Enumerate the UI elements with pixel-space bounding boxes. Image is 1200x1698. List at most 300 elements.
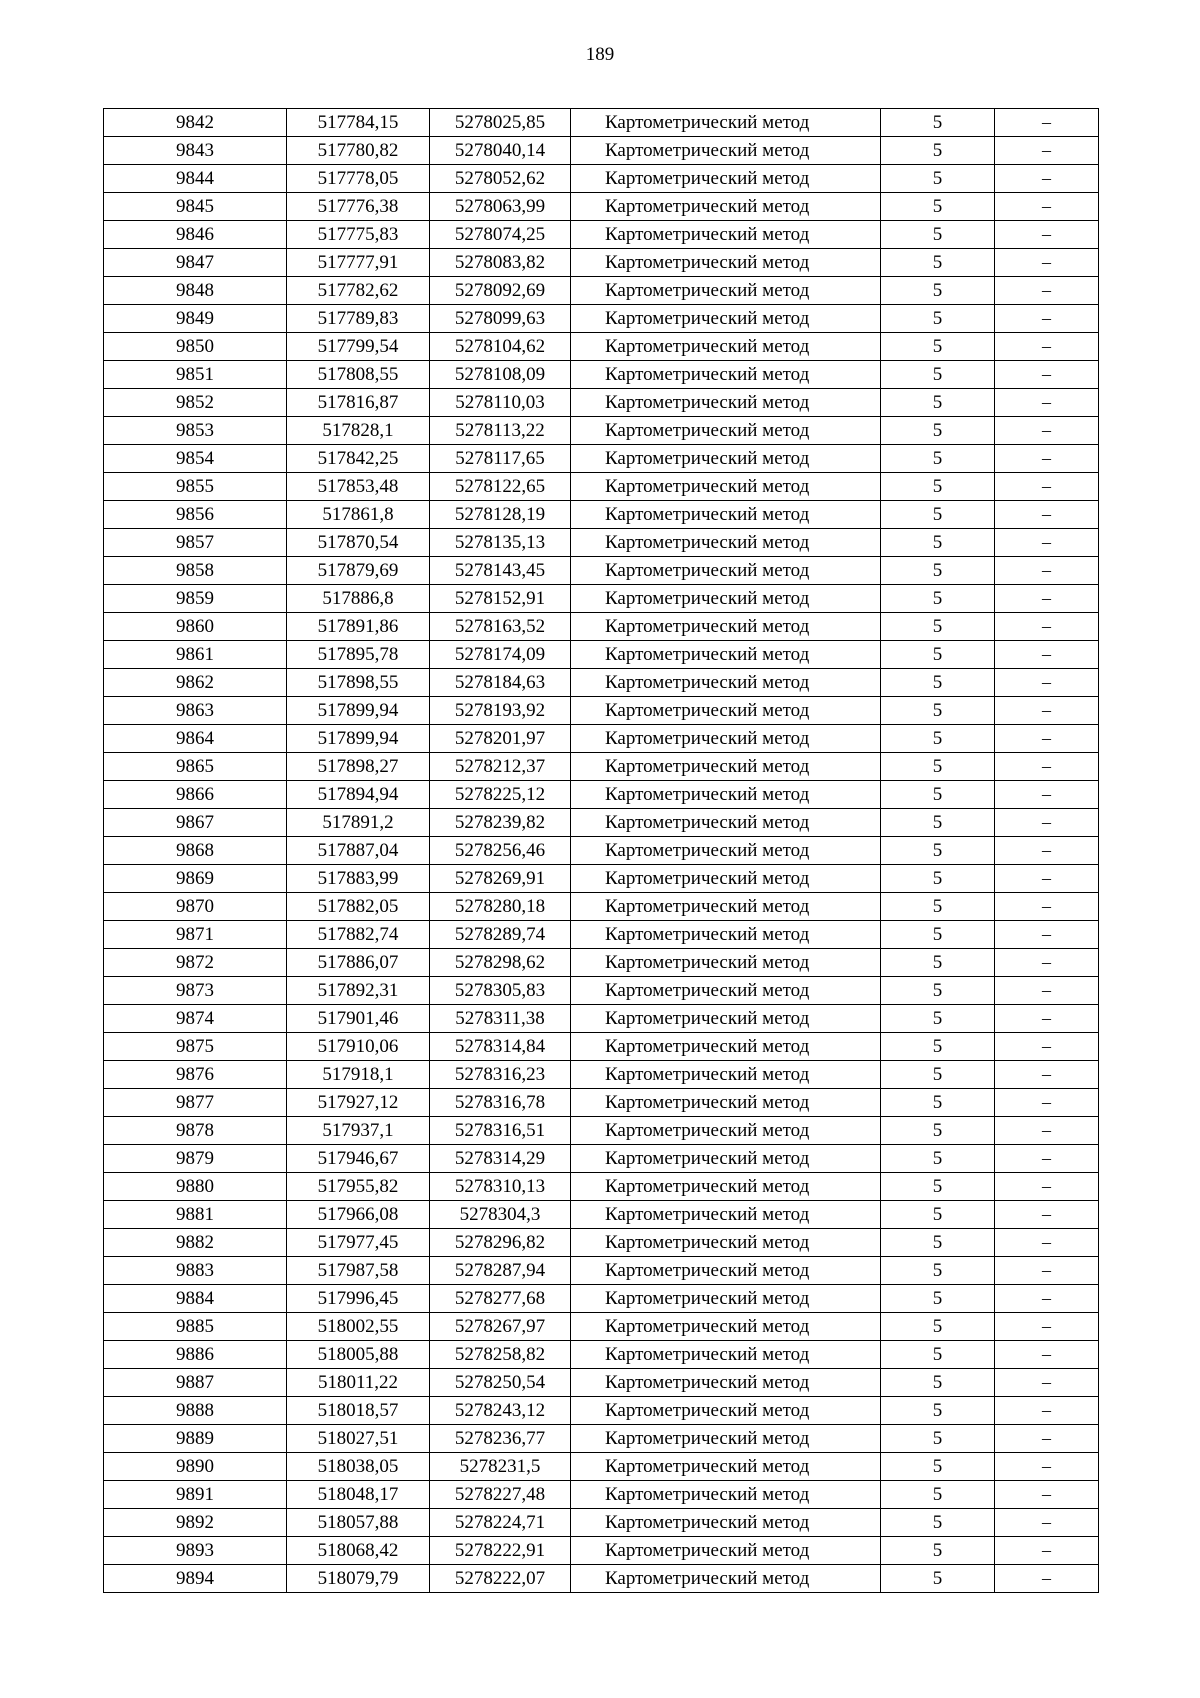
accuracy-cell: 5 xyxy=(881,585,995,613)
point-number-cell: 9855 xyxy=(104,473,287,501)
x-coordinate-cell: 517777,91 xyxy=(287,249,430,277)
y-coordinate-cell: 5278099,63 xyxy=(430,305,571,333)
point-number-cell: 9888 xyxy=(104,1397,287,1425)
y-coordinate-cell: 5278128,19 xyxy=(430,501,571,529)
coordinates-table xyxy=(103,108,1099,1593)
x-coordinate-cell: 517918,1 xyxy=(287,1061,430,1089)
point-number-cell: 9848 xyxy=(104,277,287,305)
dash-cell: – xyxy=(995,193,1099,221)
method-cell: Картометрический метод xyxy=(571,725,881,753)
accuracy-cell: 5 xyxy=(881,1201,995,1229)
accuracy-cell: 5 xyxy=(881,949,995,977)
point-number-cell: 9880 xyxy=(104,1173,287,1201)
table-row xyxy=(104,1145,1099,1173)
table-row xyxy=(104,193,1099,221)
y-coordinate-cell: 5278239,82 xyxy=(430,809,571,837)
point-number-cell: 9878 xyxy=(104,1117,287,1145)
table-row xyxy=(104,1173,1099,1201)
x-coordinate-cell: 517887,04 xyxy=(287,837,430,865)
method-cell: Картометрический метод xyxy=(571,1229,881,1257)
point-number-cell: 9844 xyxy=(104,165,287,193)
point-number-cell: 9851 xyxy=(104,361,287,389)
dash-cell: – xyxy=(995,585,1099,613)
y-coordinate-cell: 5278289,74 xyxy=(430,921,571,949)
method-cell: Картометрический метод xyxy=(571,1537,881,1565)
table-row xyxy=(104,753,1099,781)
dash-cell: – xyxy=(995,109,1099,137)
dash-cell: – xyxy=(995,361,1099,389)
point-number-cell: 9853 xyxy=(104,417,287,445)
method-cell: Картометрический метод xyxy=(571,529,881,557)
x-coordinate-cell: 517946,67 xyxy=(287,1145,430,1173)
point-number-cell: 9856 xyxy=(104,501,287,529)
y-coordinate-cell: 5278193,92 xyxy=(430,697,571,725)
dash-cell: – xyxy=(995,753,1099,781)
accuracy-cell: 5 xyxy=(881,1173,995,1201)
x-coordinate-cell: 518027,51 xyxy=(287,1425,430,1453)
method-cell: Картометрический метод xyxy=(571,305,881,333)
dash-cell: – xyxy=(995,641,1099,669)
method-cell: Картометрический метод xyxy=(571,697,881,725)
accuracy-cell: 5 xyxy=(881,1509,995,1537)
x-coordinate-cell: 517901,46 xyxy=(287,1005,430,1033)
table-row xyxy=(104,529,1099,557)
method-cell: Картометрический метод xyxy=(571,1369,881,1397)
x-coordinate-cell: 517955,82 xyxy=(287,1173,430,1201)
dash-cell: – xyxy=(995,501,1099,529)
dash-cell: – xyxy=(995,529,1099,557)
table-row xyxy=(104,893,1099,921)
point-number-cell: 9860 xyxy=(104,613,287,641)
x-coordinate-cell: 517861,8 xyxy=(287,501,430,529)
dash-cell: – xyxy=(995,1453,1099,1481)
y-coordinate-cell: 5278225,12 xyxy=(430,781,571,809)
x-coordinate-cell: 517870,54 xyxy=(287,529,430,557)
table-row xyxy=(104,277,1099,305)
table-row xyxy=(104,1229,1099,1257)
y-coordinate-cell: 5278222,07 xyxy=(430,1565,571,1593)
y-coordinate-cell: 5278316,51 xyxy=(430,1117,571,1145)
accuracy-cell: 5 xyxy=(881,1565,995,1593)
accuracy-cell: 5 xyxy=(881,557,995,585)
accuracy-cell: 5 xyxy=(881,445,995,473)
dash-cell: – xyxy=(995,305,1099,333)
table-row xyxy=(104,697,1099,725)
table-row xyxy=(104,221,1099,249)
y-coordinate-cell: 5278184,63 xyxy=(430,669,571,697)
method-cell: Картометрический метод xyxy=(571,361,881,389)
x-coordinate-cell: 517898,55 xyxy=(287,669,430,697)
x-coordinate-cell: 517882,05 xyxy=(287,893,430,921)
x-coordinate-cell: 517891,86 xyxy=(287,613,430,641)
point-number-cell: 9854 xyxy=(104,445,287,473)
table-row xyxy=(104,445,1099,473)
y-coordinate-cell: 5278258,82 xyxy=(430,1341,571,1369)
x-coordinate-cell: 517816,87 xyxy=(287,389,430,417)
y-coordinate-cell: 5278250,54 xyxy=(430,1369,571,1397)
accuracy-cell: 5 xyxy=(881,501,995,529)
dash-cell: – xyxy=(995,1117,1099,1145)
y-coordinate-cell: 5278092,69 xyxy=(430,277,571,305)
accuracy-cell: 5 xyxy=(881,921,995,949)
y-coordinate-cell: 5278110,03 xyxy=(430,389,571,417)
y-coordinate-cell: 5278117,65 xyxy=(430,445,571,473)
point-number-cell: 9887 xyxy=(104,1369,287,1397)
x-coordinate-cell: 517894,94 xyxy=(287,781,430,809)
point-number-cell: 9875 xyxy=(104,1033,287,1061)
method-cell: Картометрический метод xyxy=(571,221,881,249)
point-number-cell: 9847 xyxy=(104,249,287,277)
accuracy-cell: 5 xyxy=(881,473,995,501)
dash-cell: – xyxy=(995,1313,1099,1341)
table-row xyxy=(104,1285,1099,1313)
accuracy-cell: 5 xyxy=(881,753,995,781)
table-row xyxy=(104,1033,1099,1061)
method-cell: Картометрический метод xyxy=(571,473,881,501)
dash-cell: – xyxy=(995,725,1099,753)
method-cell: Картометрический метод xyxy=(571,1117,881,1145)
y-coordinate-cell: 5278104,62 xyxy=(430,333,571,361)
accuracy-cell: 5 xyxy=(881,641,995,669)
accuracy-cell: 5 xyxy=(881,837,995,865)
point-number-cell: 9876 xyxy=(104,1061,287,1089)
accuracy-cell: 5 xyxy=(881,697,995,725)
y-coordinate-cell: 5278201,97 xyxy=(430,725,571,753)
y-coordinate-cell: 5278122,65 xyxy=(430,473,571,501)
x-coordinate-cell: 517977,45 xyxy=(287,1229,430,1257)
dash-cell: – xyxy=(995,921,1099,949)
y-coordinate-cell: 5278269,91 xyxy=(430,865,571,893)
table-row xyxy=(104,725,1099,753)
point-number-cell: 9852 xyxy=(104,389,287,417)
method-cell: Картометрический метод xyxy=(571,1341,881,1369)
table-row xyxy=(104,1341,1099,1369)
accuracy-cell: 5 xyxy=(881,193,995,221)
y-coordinate-cell: 5278310,13 xyxy=(430,1173,571,1201)
point-number-cell: 9873 xyxy=(104,977,287,1005)
accuracy-cell: 5 xyxy=(881,1453,995,1481)
method-cell: Картометрический метод xyxy=(571,865,881,893)
table-row xyxy=(104,585,1099,613)
dash-cell: – xyxy=(995,1229,1099,1257)
x-coordinate-cell: 517776,38 xyxy=(287,193,430,221)
method-cell: Картометрический метод xyxy=(571,1565,881,1593)
table-row xyxy=(104,1453,1099,1481)
method-cell: Картометрический метод xyxy=(571,781,881,809)
method-cell: Картометрический метод xyxy=(571,1173,881,1201)
method-cell: Картометрический метод xyxy=(571,557,881,585)
method-cell: Картометрический метод xyxy=(571,109,881,137)
dash-cell: – xyxy=(995,697,1099,725)
table-row xyxy=(104,501,1099,529)
dash-cell: – xyxy=(995,389,1099,417)
dash-cell: – xyxy=(995,445,1099,473)
y-coordinate-cell: 5278267,97 xyxy=(430,1313,571,1341)
accuracy-cell: 5 xyxy=(881,1369,995,1397)
accuracy-cell: 5 xyxy=(881,1005,995,1033)
x-coordinate-cell: 517883,99 xyxy=(287,865,430,893)
y-coordinate-cell: 5278074,25 xyxy=(430,221,571,249)
y-coordinate-cell: 5278108,09 xyxy=(430,361,571,389)
table-row xyxy=(104,557,1099,585)
x-coordinate-cell: 517882,74 xyxy=(287,921,430,949)
x-coordinate-cell: 517996,45 xyxy=(287,1285,430,1313)
table-row xyxy=(104,1425,1099,1453)
point-number-cell: 9863 xyxy=(104,697,287,725)
y-coordinate-cell: 5278231,5 xyxy=(430,1453,571,1481)
point-number-cell: 9861 xyxy=(104,641,287,669)
table-row xyxy=(104,417,1099,445)
method-cell: Картометрический метод xyxy=(571,949,881,977)
y-coordinate-cell: 5278305,83 xyxy=(430,977,571,1005)
y-coordinate-cell: 5278277,68 xyxy=(430,1285,571,1313)
method-cell: Картометрический метод xyxy=(571,837,881,865)
method-cell: Картометрический метод xyxy=(571,669,881,697)
method-cell: Картометрический метод xyxy=(571,809,881,837)
y-coordinate-cell: 5278135,13 xyxy=(430,529,571,557)
method-cell: Картометрический метод xyxy=(571,137,881,165)
dash-cell: – xyxy=(995,1033,1099,1061)
method-cell: Картометрический метод xyxy=(571,445,881,473)
table-row xyxy=(104,781,1099,809)
x-coordinate-cell: 518002,55 xyxy=(287,1313,430,1341)
x-coordinate-cell: 517879,69 xyxy=(287,557,430,585)
method-cell: Картометрический метод xyxy=(571,753,881,781)
accuracy-cell: 5 xyxy=(881,1425,995,1453)
table-row xyxy=(104,1369,1099,1397)
accuracy-cell: 5 xyxy=(881,1537,995,1565)
dash-cell: – xyxy=(995,949,1099,977)
method-cell: Картометрический метод xyxy=(571,165,881,193)
point-number-cell: 9893 xyxy=(104,1537,287,1565)
accuracy-cell: 5 xyxy=(881,1313,995,1341)
x-coordinate-cell: 517891,2 xyxy=(287,809,430,837)
accuracy-cell: 5 xyxy=(881,221,995,249)
x-coordinate-cell: 517892,31 xyxy=(287,977,430,1005)
dash-cell: – xyxy=(995,417,1099,445)
x-coordinate-cell: 517966,08 xyxy=(287,1201,430,1229)
y-coordinate-cell: 5278113,22 xyxy=(430,417,571,445)
table-row xyxy=(104,305,1099,333)
accuracy-cell: 5 xyxy=(881,725,995,753)
dash-cell: – xyxy=(995,1201,1099,1229)
point-number-cell: 9882 xyxy=(104,1229,287,1257)
table-row xyxy=(104,389,1099,417)
dash-cell: – xyxy=(995,809,1099,837)
point-number-cell: 9894 xyxy=(104,1565,287,1593)
table-row xyxy=(104,613,1099,641)
y-coordinate-cell: 5278316,23 xyxy=(430,1061,571,1089)
x-coordinate-cell: 517799,54 xyxy=(287,333,430,361)
dash-cell: – xyxy=(995,1005,1099,1033)
method-cell: Картометрический метод xyxy=(571,389,881,417)
point-number-cell: 9846 xyxy=(104,221,287,249)
y-coordinate-cell: 5278174,09 xyxy=(430,641,571,669)
point-number-cell: 9870 xyxy=(104,893,287,921)
accuracy-cell: 5 xyxy=(881,277,995,305)
dash-cell: – xyxy=(995,1509,1099,1537)
dash-cell: – xyxy=(995,977,1099,1005)
point-number-cell: 9866 xyxy=(104,781,287,809)
method-cell: Картометрический метод xyxy=(571,1033,881,1061)
y-coordinate-cell: 5278040,14 xyxy=(430,137,571,165)
dash-cell: – xyxy=(995,249,1099,277)
table-row xyxy=(104,137,1099,165)
dash-cell: – xyxy=(995,613,1099,641)
x-coordinate-cell: 517808,55 xyxy=(287,361,430,389)
y-coordinate-cell: 5278298,62 xyxy=(430,949,571,977)
accuracy-cell: 5 xyxy=(881,1117,995,1145)
x-coordinate-cell: 517927,12 xyxy=(287,1089,430,1117)
table-row xyxy=(104,977,1099,1005)
y-coordinate-cell: 5278143,45 xyxy=(430,557,571,585)
point-number-cell: 9886 xyxy=(104,1341,287,1369)
x-coordinate-cell: 518068,42 xyxy=(287,1537,430,1565)
dash-cell: – xyxy=(995,1537,1099,1565)
accuracy-cell: 5 xyxy=(881,1481,995,1509)
table-row xyxy=(104,1565,1099,1593)
y-coordinate-cell: 5278314,29 xyxy=(430,1145,571,1173)
method-cell: Картометрический метод xyxy=(571,277,881,305)
accuracy-cell: 5 xyxy=(881,1341,995,1369)
y-coordinate-cell: 5278311,38 xyxy=(430,1005,571,1033)
dash-cell: – xyxy=(995,1285,1099,1313)
accuracy-cell: 5 xyxy=(881,1257,995,1285)
y-coordinate-cell: 5278227,48 xyxy=(430,1481,571,1509)
y-coordinate-cell: 5278304,3 xyxy=(430,1201,571,1229)
x-coordinate-cell: 517784,15 xyxy=(287,109,430,137)
table-row xyxy=(104,1257,1099,1285)
x-coordinate-cell: 518011,22 xyxy=(287,1369,430,1397)
method-cell: Картометрический метод xyxy=(571,1397,881,1425)
y-coordinate-cell: 5278222,91 xyxy=(430,1537,571,1565)
accuracy-cell: 5 xyxy=(881,165,995,193)
x-coordinate-cell: 517899,94 xyxy=(287,725,430,753)
accuracy-cell: 5 xyxy=(881,1033,995,1061)
point-number-cell: 9892 xyxy=(104,1509,287,1537)
method-cell: Картометрический метод xyxy=(571,977,881,1005)
dash-cell: – xyxy=(995,1425,1099,1453)
table-row xyxy=(104,333,1099,361)
table-row xyxy=(104,1509,1099,1537)
table-row xyxy=(104,473,1099,501)
method-cell: Картометрический метод xyxy=(571,921,881,949)
x-coordinate-cell: 517937,1 xyxy=(287,1117,430,1145)
table-row xyxy=(104,165,1099,193)
y-coordinate-cell: 5278152,91 xyxy=(430,585,571,613)
x-coordinate-cell: 517886,8 xyxy=(287,585,430,613)
dash-cell: – xyxy=(995,865,1099,893)
dash-cell: – xyxy=(995,137,1099,165)
x-coordinate-cell: 517898,27 xyxy=(287,753,430,781)
x-coordinate-cell: 518048,17 xyxy=(287,1481,430,1509)
y-coordinate-cell: 5278163,52 xyxy=(430,613,571,641)
point-number-cell: 9857 xyxy=(104,529,287,557)
x-coordinate-cell: 517775,83 xyxy=(287,221,430,249)
dash-cell: – xyxy=(995,473,1099,501)
point-number-cell: 9867 xyxy=(104,809,287,837)
point-number-cell: 9859 xyxy=(104,585,287,613)
dash-cell: – xyxy=(995,1565,1099,1593)
x-coordinate-cell: 517895,78 xyxy=(287,641,430,669)
table-row xyxy=(104,1313,1099,1341)
x-coordinate-cell: 517853,48 xyxy=(287,473,430,501)
table-row xyxy=(104,1481,1099,1509)
page-number: 189 xyxy=(585,44,615,65)
method-cell: Картометрический метод xyxy=(571,1145,881,1173)
x-coordinate-cell: 518005,88 xyxy=(287,1341,430,1369)
x-coordinate-cell: 517910,06 xyxy=(287,1033,430,1061)
point-number-cell: 9881 xyxy=(104,1201,287,1229)
dash-cell: – xyxy=(995,221,1099,249)
accuracy-cell: 5 xyxy=(881,305,995,333)
y-coordinate-cell: 5278083,82 xyxy=(430,249,571,277)
method-cell: Картометрический метод xyxy=(571,613,881,641)
table-row xyxy=(104,109,1099,137)
x-coordinate-cell: 517782,62 xyxy=(287,277,430,305)
accuracy-cell: 5 xyxy=(881,1397,995,1425)
y-coordinate-cell: 5278224,71 xyxy=(430,1509,571,1537)
x-coordinate-cell: 517987,58 xyxy=(287,1257,430,1285)
y-coordinate-cell: 5278287,94 xyxy=(430,1257,571,1285)
x-coordinate-cell: 517789,83 xyxy=(287,305,430,333)
method-cell: Картометрический метод xyxy=(571,1005,881,1033)
point-number-cell: 9874 xyxy=(104,1005,287,1033)
method-cell: Картометрический метод xyxy=(571,249,881,277)
dash-cell: – xyxy=(995,893,1099,921)
x-coordinate-cell: 518018,57 xyxy=(287,1397,430,1425)
method-cell: Картометрический метод xyxy=(571,1313,881,1341)
accuracy-cell: 5 xyxy=(881,865,995,893)
table-row xyxy=(104,1061,1099,1089)
point-number-cell: 9862 xyxy=(104,669,287,697)
method-cell: Картометрический метод xyxy=(571,1481,881,1509)
dash-cell: – xyxy=(995,1145,1099,1173)
point-number-cell: 9883 xyxy=(104,1257,287,1285)
point-number-cell: 9871 xyxy=(104,921,287,949)
method-cell: Картометрический метод xyxy=(571,417,881,445)
y-coordinate-cell: 5278296,82 xyxy=(430,1229,571,1257)
accuracy-cell: 5 xyxy=(881,613,995,641)
table-row xyxy=(104,249,1099,277)
accuracy-cell: 5 xyxy=(881,1061,995,1089)
accuracy-cell: 5 xyxy=(881,669,995,697)
x-coordinate-cell: 517778,05 xyxy=(287,165,430,193)
dash-cell: – xyxy=(995,1397,1099,1425)
point-number-cell: 9879 xyxy=(104,1145,287,1173)
method-cell: Картометрический метод xyxy=(571,1201,881,1229)
x-coordinate-cell: 517899,94 xyxy=(287,697,430,725)
dash-cell: – xyxy=(995,557,1099,585)
point-number-cell: 9842 xyxy=(104,109,287,137)
table-row xyxy=(104,1005,1099,1033)
method-cell: Картометрический метод xyxy=(571,193,881,221)
point-number-cell: 9890 xyxy=(104,1453,287,1481)
point-number-cell: 9869 xyxy=(104,865,287,893)
dash-cell: – xyxy=(995,277,1099,305)
table-row xyxy=(104,1397,1099,1425)
dash-cell: – xyxy=(995,333,1099,361)
accuracy-cell: 5 xyxy=(881,333,995,361)
point-number-cell: 9885 xyxy=(104,1313,287,1341)
table-row xyxy=(104,1089,1099,1117)
x-coordinate-cell: 517842,25 xyxy=(287,445,430,473)
point-number-cell: 9858 xyxy=(104,557,287,585)
point-number-cell: 9872 xyxy=(104,949,287,977)
accuracy-cell: 5 xyxy=(881,249,995,277)
method-cell: Картометрический метод xyxy=(571,1425,881,1453)
x-coordinate-cell: 518038,05 xyxy=(287,1453,430,1481)
